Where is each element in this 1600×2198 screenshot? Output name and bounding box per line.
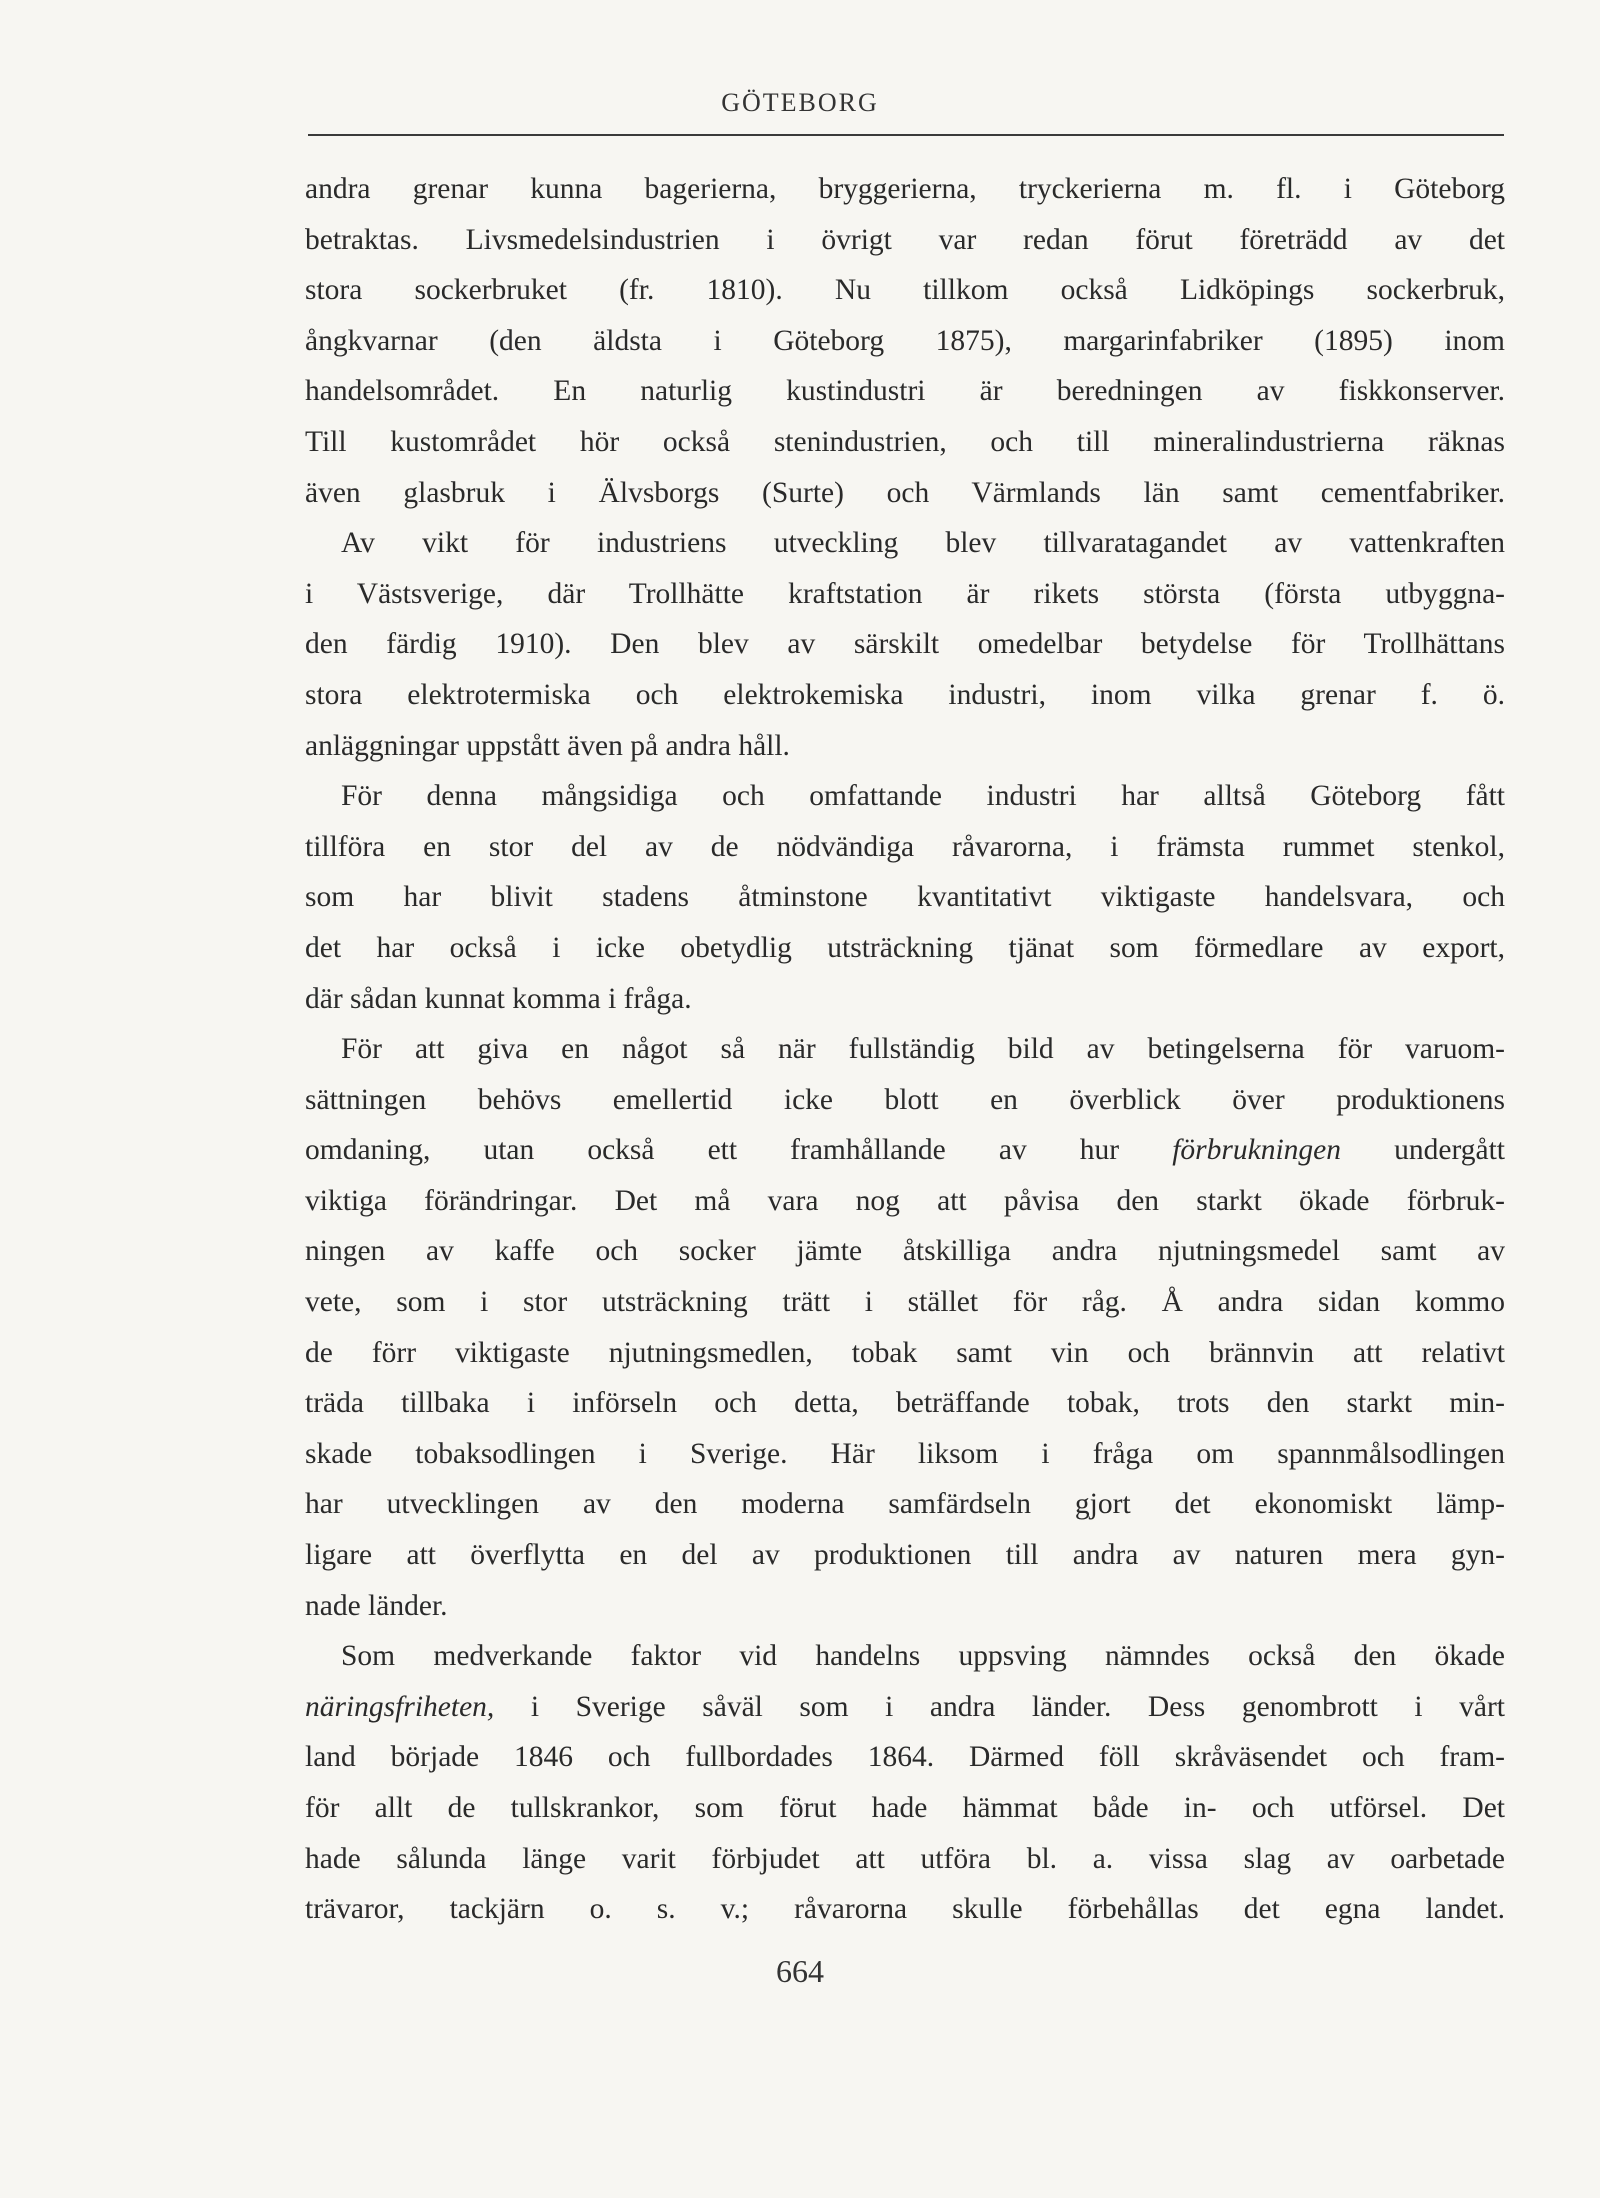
text-line: handelsområdet. En naturlig kustindustri är beredningen av fiskkonserver. — [305, 375, 1505, 408]
paragraph-2 — [305, 518, 1505, 771]
text-line: stora elektrotermiska och elektrokemiska industri, inom vilka grenar f. ö. — [305, 678, 1505, 711]
text-line-mixed — [305, 1125, 1505, 1176]
header-rule — [308, 134, 1504, 136]
text-line: den färdig 1910). Den blev av särskilt omedelbar betydelse för Trollhättans — [305, 628, 1505, 661]
text-line: tillföra en stor del av de nödvändiga råvarorna, i främsta rummet stenkol, — [305, 830, 1505, 863]
text-line-mixed — [305, 1682, 1505, 1733]
text-line: har utvecklingen av den moderna samfärdseln gjort det ekonomiskt lämp- — [305, 1488, 1505, 1521]
text-line: stora sockerbruket (fr. 1810). Nu tillkom också Lidköpings sockerbruk, — [305, 274, 1505, 307]
text-line: för allt de tullskrankor, som förut hade hämmat både in- och utförsel. Det — [305, 1792, 1505, 1824]
text-line: För denna mångsidiga och omfattande industri har alltså Göteborg fått — [341, 780, 1505, 813]
text-line: Till kustområdet hör också stenindustrien, och till mineralindustrierna räknas — [305, 425, 1505, 458]
text-line: hade sålunda länge varit förbjudet att utföra bl. a. vissa slag av oarbetade — [305, 1842, 1505, 1875]
text-line: anläggningar uppstått även på andra håll. — [305, 729, 790, 762]
text-line: ligare att överflytta en del av produktionen till andra av naturen mera gyn- — [305, 1539, 1505, 1572]
text-line: det har också i icke obetydlig utsträckning tjänat som förmedlare av export, — [305, 931, 1505, 964]
text-line: vete, som i stor utsträckning trätt i stället för råg. Å andra sidan kommo — [305, 1286, 1505, 1319]
text-line: som har blivit stadens åtminstone kvantitativt viktigaste handelsvara, och — [305, 881, 1505, 914]
page-number: 664 — [776, 1953, 824, 1989]
text-line: sättningen behövs emellertid icke blott en överblick över produktionens — [305, 1083, 1505, 1116]
text-line: nade länder. — [305, 1589, 448, 1622]
text-line: där sådan kunnat komma i fråga. — [305, 982, 692, 1015]
text-line: betraktas. Livsmedelsindustrien i övrigt var redan förut företrädd av det — [305, 223, 1505, 256]
text-line: de förr viktigaste njutningsmedlen, tobak samt vin och brännvin att relativt — [305, 1336, 1505, 1369]
text-line: trävaror, tackjärn o. s. v.; råvarorna skulle förbehållas det egna landet. — [305, 1893, 1505, 1926]
paragraph-5 — [305, 1631, 1505, 1935]
paragraph-4 — [305, 1024, 1505, 1631]
text-fragment: undergått — [1394, 1134, 1505, 1167]
text-line: Som medverkande faktor vid handelns uppsving nämndes också den ökade — [341, 1640, 1505, 1673]
paragraph-1 — [305, 164, 1505, 518]
text-line: land började 1846 och fullbordades 1864. Därmed föll skråväsendet och fram- — [305, 1741, 1505, 1774]
text-line: träda tillbaka i införseln och detta, beträffande tobak, trots den starkt min- — [305, 1387, 1505, 1420]
text-line: Av vikt för industriens utveckling blev tillvaratagandet av vattenkraften — [341, 527, 1505, 560]
text-line: viktiga förändringar. Det må vara nog att påvisa den starkt ökade förbruk- — [305, 1184, 1505, 1217]
text-line: För att giva en något så när fullständig bild av betingelserna för varuom- — [341, 1033, 1505, 1066]
text-fragment: i Sverige såväl som i andra länder. Dess genombrott i vårt — [530, 1690, 1505, 1723]
running-title: GÖTEBORG — [721, 88, 879, 117]
text-line: i Västsverige, där Trollhätte kraftstation är rikets största (första utbyggna- — [305, 577, 1505, 610]
text-line: andra grenar kunna bagerierna, bryggerierna, tryckerierna m. fl. i Göteborg — [305, 173, 1505, 205]
body-text — [305, 164, 1505, 1935]
italic-term: förbrukningen — [1172, 1134, 1342, 1167]
text-line: även glasbruk i Älvsborgs (Surte) och Värmlands län samt cementfabriker. — [305, 476, 1505, 509]
text-line: ångkvarnar (den äldsta i Göteborg 1875), margarinfabriker (1895) inom — [305, 324, 1505, 357]
text-line: skade tobaksodlingen i Sverige. Här liksom i fråga om spannmålsodlingen — [305, 1437, 1505, 1470]
paragraph-3 — [305, 771, 1505, 1024]
italic-term: näringsfriheten, — [305, 1690, 495, 1723]
text-fragment: omdaning, utan också ett framhållande av hur — [305, 1134, 1120, 1167]
text-line: ningen av kaffe och socker jämte åtskilliga andra njutningsmedel samt av — [305, 1235, 1505, 1268]
